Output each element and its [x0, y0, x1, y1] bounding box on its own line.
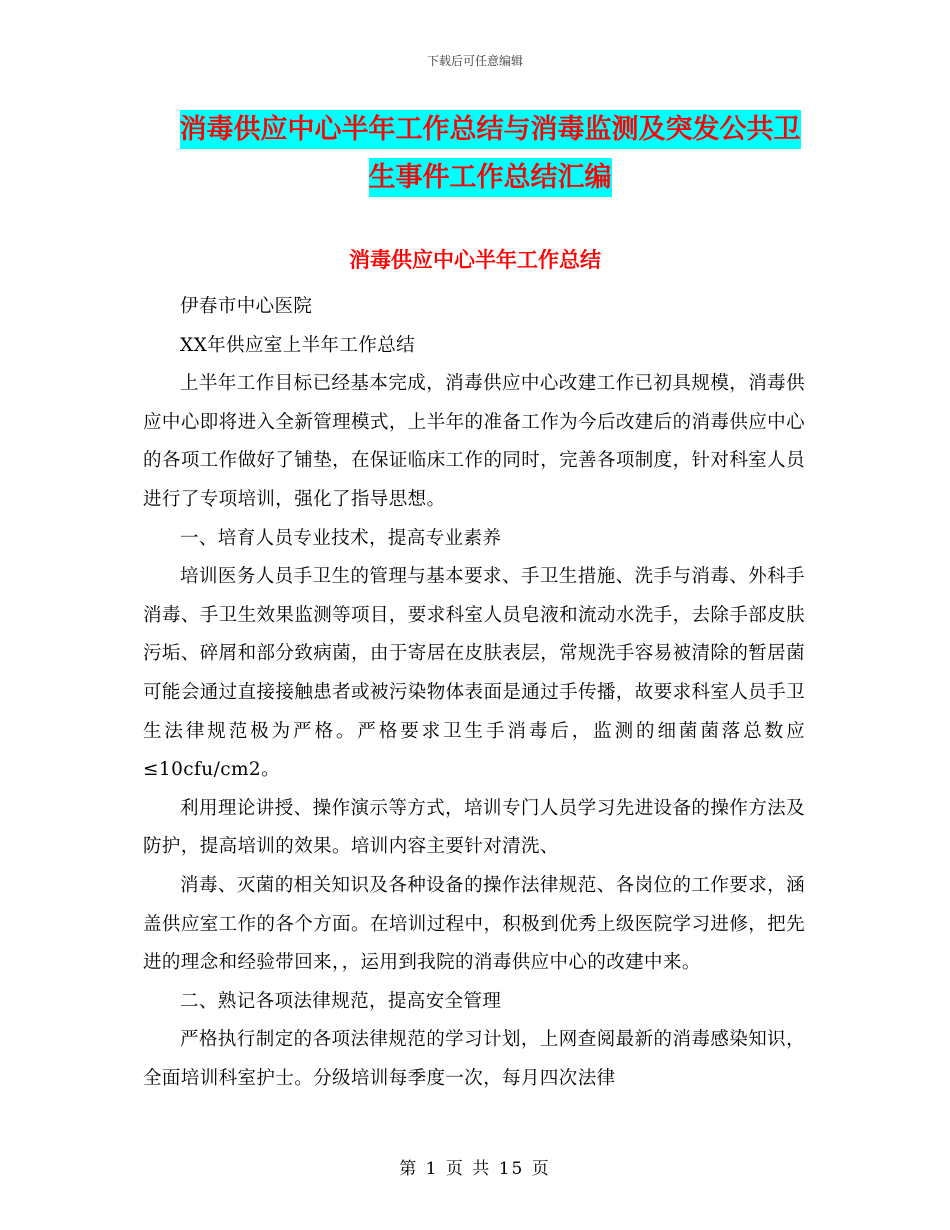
- body-paragraph: 伊春市中心医院: [180, 296, 313, 317]
- body-paragraph: 培训医务人员手卫生的管理与基本要求、手卫生措施、洗手与消毒、外科手消毒、手卫生效果监测等项目，要求科室人员皂液和流动水洗手，去除手部皮肤污垢、碎屑和部分致病菌，由于寄居在皮肤表层，常规洗手容易被清除的暂居菌可能会通过直接接触患者或被污染物体表面是通过手传播，故要求科室人员手卫生法律规范极为严格。严格要求卫生手消毒后，监测的细菌菌落总数应≤10cfu/cm2。: [143, 566, 805, 781]
- document-body: [143, 288, 805, 1098]
- document-title: [140, 106, 840, 202]
- page-number: 第 1 页 共 15 页: [399, 1159, 551, 1179]
- body-heading: 一、培育人员专业技术，提高专业素养: [180, 527, 502, 549]
- body-paragraph: XX年供应室上半年工作总结: [180, 334, 416, 356]
- body-paragraph: 上半年工作目标已经基本完成，消毒供应中心改建工作已初具规模，消毒供应中心即将进入全新管理模式，上半年的准备工作为今后改建后的消毒供应中心的各项工作做好了铺垫，在保证临床工作的同时，完善各项制度，针对科室人员进行了专项培训，强化了指导思想。: [143, 373, 805, 510]
- document-title-line-1: 消毒供应中心半年工作总结与消毒监测及突发公共卫: [180, 110, 801, 149]
- body-paragraph: 严格执行制定的各项法律规范的学习计划，上网查阅最新的消毒感染知识，全面培训科室护士。分级培训每季度一次，每月四次法律: [143, 1029, 805, 1089]
- page-header-note: 下载后可任意编辑: [426, 54, 523, 68]
- body-paragraph: 利用理论讲授、操作演示等方式，培训专门人员学习先进设备的操作方法及防护，提高培训的效果。培训内容主要针对清洗、: [143, 797, 805, 858]
- document-title-line-2: 生事件工作总结汇编: [369, 158, 612, 197]
- body-heading: 二、熟记各项法律规范，提高安全管理: [180, 990, 502, 1012]
- body-paragraph: 消毒、灭菌的相关知识及各种设备的操作法律规范、各岗位的工作要求，涵盖供应室工作的各个方面。在培训过程中，积极到优秀上级医院学习进修，把先进的理念和经验带回来，，运用到我院的消毒供应中心的改建中来。: [143, 874, 805, 974]
- section-title: 消毒供应中心半年工作总结: [349, 248, 601, 272]
